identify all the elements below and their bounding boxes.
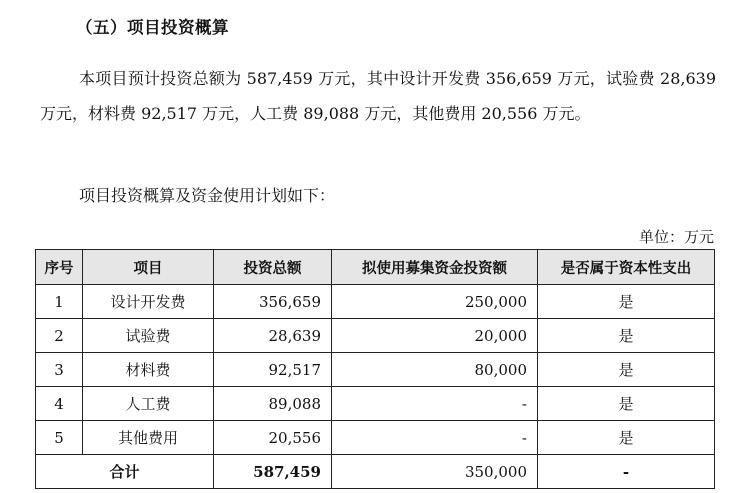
total-capital: - bbox=[538, 455, 715, 489]
table-row bbox=[36, 387, 715, 421]
cell-item: 设计开发费 bbox=[83, 285, 214, 319]
table-row bbox=[36, 421, 715, 455]
cell-no: 2 bbox=[36, 319, 83, 353]
table-row bbox=[36, 319, 715, 353]
cell-capital: 是 bbox=[538, 353, 715, 387]
investment-table bbox=[35, 249, 715, 489]
cell-total: 28,639 bbox=[214, 319, 332, 353]
unit-label: 单位：万元 bbox=[638, 228, 714, 246]
cell-item: 材料费 bbox=[83, 353, 214, 387]
cell-raised: 80,000 bbox=[332, 353, 538, 387]
section-heading: （五）项目投资概算 bbox=[76, 18, 229, 37]
table-row bbox=[36, 353, 715, 387]
total-investment: 587,459 bbox=[214, 455, 332, 489]
header-capital: 是否属于资本性支出 bbox=[538, 250, 715, 285]
cell-no: 1 bbox=[36, 285, 83, 319]
cell-raised: 250,000 bbox=[332, 285, 538, 319]
header-no: 序号 bbox=[36, 250, 83, 285]
cell-capital: 是 bbox=[538, 421, 715, 455]
cell-raised: - bbox=[332, 387, 538, 421]
cell-no: 4 bbox=[36, 387, 83, 421]
cell-item: 试验费 bbox=[83, 319, 214, 353]
total-label: 合计 bbox=[36, 455, 214, 489]
table-total-row bbox=[36, 455, 715, 489]
total-raised: 350,000 bbox=[332, 455, 538, 489]
cell-raised: 20,000 bbox=[332, 319, 538, 353]
cell-total: 20,556 bbox=[214, 421, 332, 455]
header-total: 投资总额 bbox=[214, 250, 332, 285]
table-header-row bbox=[36, 250, 715, 285]
table-intro-text: 项目投资概算及资金使用计划如下： bbox=[79, 186, 336, 205]
cell-total: 356,659 bbox=[214, 285, 332, 319]
header-item: 项目 bbox=[83, 250, 214, 285]
cell-capital: 是 bbox=[538, 319, 715, 353]
cell-total: 92,517 bbox=[214, 353, 332, 387]
cell-capital: 是 bbox=[538, 387, 715, 421]
cell-total: 89,088 bbox=[214, 387, 332, 421]
cell-item: 人工费 bbox=[83, 387, 214, 421]
cell-no: 3 bbox=[36, 353, 83, 387]
cell-item: 其他费用 bbox=[83, 421, 214, 455]
cell-raised: - bbox=[332, 421, 538, 455]
cell-capital: 是 bbox=[538, 285, 715, 319]
header-raised: 拟使用募集资金投资额 bbox=[332, 250, 538, 285]
table-row bbox=[36, 285, 715, 319]
investment-summary-paragraph: 本项目预计投资总额为 587,459 万元，其中设计开发费 356,659 万元，试验费 28,639 万元，材料费 92,517 万元，人工费 89,088 万元，其他费用 20,556 万元。 bbox=[40, 69, 716, 123]
cell-no: 5 bbox=[36, 421, 83, 455]
